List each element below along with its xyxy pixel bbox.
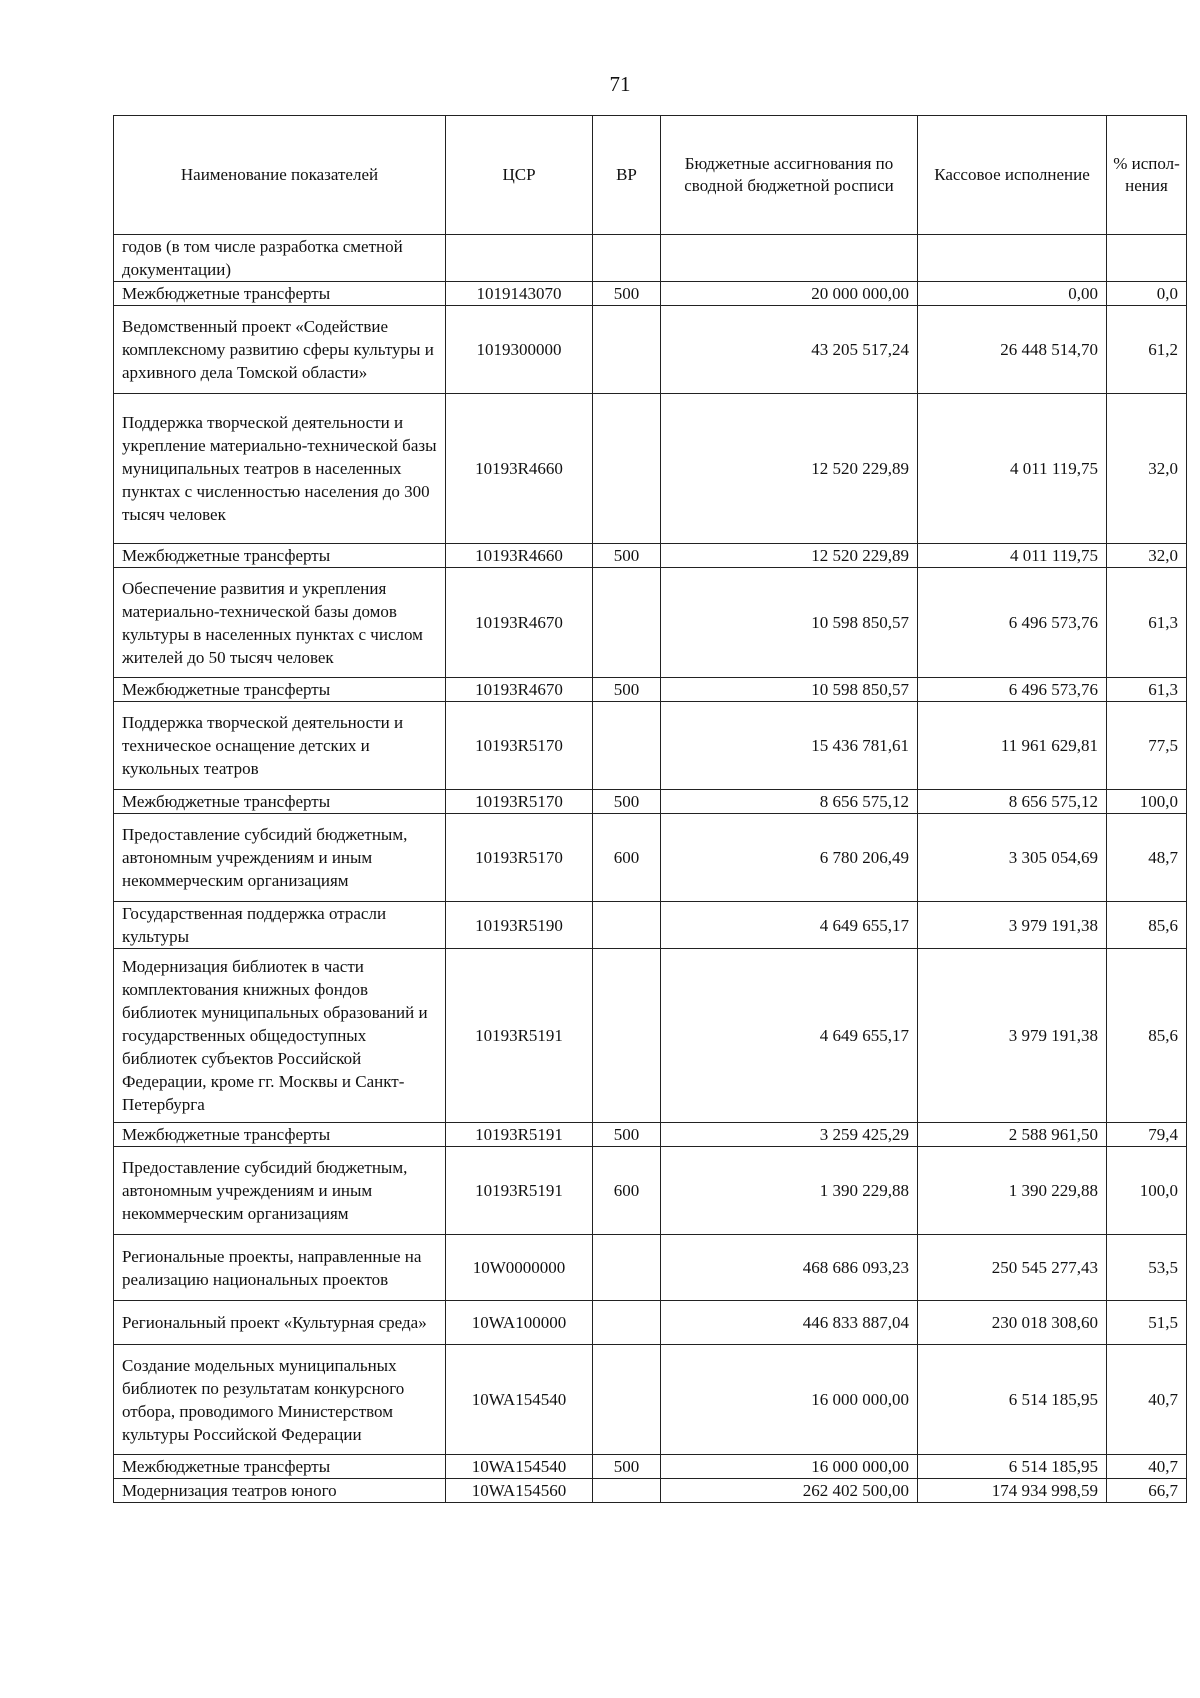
cell-csr: 10193R5191	[446, 1147, 593, 1235]
cell-execution-percent: 48,7	[1107, 814, 1187, 902]
cell-vr	[593, 394, 661, 544]
cell-csr: 10193R5170	[446, 814, 593, 902]
table-row	[114, 1123, 1187, 1147]
table-row	[114, 702, 1187, 790]
cell-budget-plan: 1 390 229,88	[661, 1147, 918, 1235]
cell-cash-execution: 3 305 054,69	[918, 814, 1107, 902]
cell-execution-percent: 53,5	[1107, 1235, 1187, 1301]
cell-vr	[593, 949, 661, 1123]
cell-budget-plan: 12 520 229,89	[661, 394, 918, 544]
cell-csr: 10WA100000	[446, 1301, 593, 1345]
cell-cash-execution: 6 514 185,95	[918, 1455, 1107, 1479]
table-row	[114, 949, 1187, 1123]
cell-vr	[593, 1345, 661, 1455]
cell-vr	[593, 235, 661, 282]
cell-vr	[593, 1301, 661, 1345]
cell-vr: 600	[593, 1147, 661, 1235]
table-row	[114, 814, 1187, 902]
table-row	[114, 678, 1187, 702]
cell-budget-plan: 10 598 850,57	[661, 678, 918, 702]
cell-budget-plan: 10 598 850,57	[661, 568, 918, 678]
cell-csr: 10WA154560	[446, 1479, 593, 1503]
cell-name: Предоставление субсидий бюджетным, автономным учреждениям и иным некоммерческим организациям	[114, 814, 446, 902]
cell-execution-percent: 61,2	[1107, 306, 1187, 394]
cell-vr: 500	[593, 282, 661, 306]
cell-name: Модернизация театров юного	[114, 1479, 446, 1503]
cell-csr: 10193R5191	[446, 949, 593, 1123]
cell-execution-percent: 51,5	[1107, 1301, 1187, 1345]
cell-execution-percent	[1107, 235, 1187, 282]
cell-name: Создание модельных муниципальных библиотек по результатам конкурсного отбора, проводимого Министерством культуры Российской Федерации	[114, 1345, 446, 1455]
cell-cash-execution: 6 496 573,76	[918, 678, 1107, 702]
cell-cash-execution: 1 390 229,88	[918, 1147, 1107, 1235]
cell-budget-plan: 4 649 655,17	[661, 902, 918, 949]
cell-csr: 10193R4670	[446, 678, 593, 702]
cell-csr: 1019300000	[446, 306, 593, 394]
cell-budget-plan: 446 833 887,04	[661, 1301, 918, 1345]
cell-budget-plan: 3 259 425,29	[661, 1123, 918, 1147]
cell-execution-percent: 85,6	[1107, 902, 1187, 949]
cell-execution-percent: 40,7	[1107, 1345, 1187, 1455]
table-row	[114, 1479, 1187, 1503]
cell-execution-percent: 32,0	[1107, 394, 1187, 544]
cell-budget-plan: 16 000 000,00	[661, 1455, 918, 1479]
table-row	[114, 568, 1187, 678]
cell-name: Межбюджетные трансферты	[114, 678, 446, 702]
header-vr: ВР	[593, 116, 661, 235]
table-row	[114, 1147, 1187, 1235]
cell-cash-execution: 11 961 629,81	[918, 702, 1107, 790]
cell-execution-percent: 32,0	[1107, 544, 1187, 568]
cell-cash-execution: 6 496 573,76	[918, 568, 1107, 678]
page-number: 71	[609, 72, 631, 96]
cell-name: Межбюджетные трансферты	[114, 1123, 446, 1147]
cell-csr: 10193R4660	[446, 394, 593, 544]
cell-cash-execution: 0,00	[918, 282, 1107, 306]
cell-cash-execution: 174 934 998,59	[918, 1479, 1107, 1503]
cell-budget-plan: 4 649 655,17	[661, 949, 918, 1123]
cell-csr: 10193R5191	[446, 1123, 593, 1147]
cell-csr: 10WA154540	[446, 1345, 593, 1455]
cell-name: Ведомственный проект «Содействие комплексному развитию сферы культуры и архивного дела Томской области»	[114, 306, 446, 394]
cell-csr: 10193R5190	[446, 902, 593, 949]
cell-csr: 10193R5170	[446, 702, 593, 790]
cell-vr: 500	[593, 790, 661, 814]
cell-cash-execution: 4 011 119,75	[918, 394, 1107, 544]
cell-execution-percent: 100,0	[1107, 790, 1187, 814]
cell-budget-plan: 8 656 575,12	[661, 790, 918, 814]
cell-name: Поддержка творческой деятельности и техническое оснащение детских и кукольных театров	[114, 702, 446, 790]
cell-cash-execution: 8 656 575,12	[918, 790, 1107, 814]
cell-budget-plan: 20 000 000,00	[661, 282, 918, 306]
cell-cash-execution: 2 588 961,50	[918, 1123, 1107, 1147]
cell-vr	[593, 1235, 661, 1301]
cell-cash-execution: 4 011 119,75	[918, 544, 1107, 568]
cell-name: Региональные проекты, направленные на реализацию национальных проектов	[114, 1235, 446, 1301]
cell-budget-plan: 262 402 500,00	[661, 1479, 918, 1503]
cell-budget-plan: 15 436 781,61	[661, 702, 918, 790]
cell-execution-percent: 79,4	[1107, 1123, 1187, 1147]
cell-execution-percent: 0,0	[1107, 282, 1187, 306]
cell-vr: 500	[593, 678, 661, 702]
cell-vr: 500	[593, 544, 661, 568]
cell-execution-percent: 100,0	[1107, 1147, 1187, 1235]
table-header-row	[114, 116, 1187, 235]
cell-csr: 10W0000000	[446, 1235, 593, 1301]
cell-name: Модернизация библиотек в части комплектования книжных фондов библиотек муниципальных образований и государственных общедоступных библиотек субъектов Российской Федерации, кроме гг. Москвы и Санкт-Петербурга	[114, 949, 446, 1123]
table-row	[114, 306, 1187, 394]
cell-cash-execution: 230 018 308,60	[918, 1301, 1107, 1345]
cell-name: Государственная поддержка отрасли культуры	[114, 902, 446, 949]
cell-execution-percent: 85,6	[1107, 949, 1187, 1123]
cell-cash-execution: 26 448 514,70	[918, 306, 1107, 394]
table-row	[114, 1235, 1187, 1301]
table-row	[114, 394, 1187, 544]
cell-budget-plan: 468 686 093,23	[661, 1235, 918, 1301]
cell-name: Региональный проект «Культурная среда»	[114, 1301, 446, 1345]
cell-budget-plan: 16 000 000,00	[661, 1345, 918, 1455]
cell-csr: 10WA154540	[446, 1455, 593, 1479]
cell-vr	[593, 1479, 661, 1503]
cell-vr: 500	[593, 1123, 661, 1147]
header-execution-percent: % испол-нения	[1107, 116, 1187, 235]
cell-name: Межбюджетные трансферты	[114, 544, 446, 568]
cell-csr: 10193R5170	[446, 790, 593, 814]
cell-budget-plan: 6 780 206,49	[661, 814, 918, 902]
table-row	[114, 544, 1187, 568]
cell-vr	[593, 702, 661, 790]
cell-csr	[446, 235, 593, 282]
table-row	[114, 235, 1187, 282]
table-row	[114, 1345, 1187, 1455]
table-row	[114, 1455, 1187, 1479]
header-cash-execution: Кассовое исполнение	[918, 116, 1107, 235]
cell-name: Межбюджетные трансферты	[114, 790, 446, 814]
cell-budget-plan: 43 205 517,24	[661, 306, 918, 394]
cell-name: Обеспечение развития и укрепления материально-технической базы домов культуры в населенных пунктах с числом жителей до 50 тысяч человек	[114, 568, 446, 678]
header-csr: ЦСР	[446, 116, 593, 235]
cell-vr: 600	[593, 814, 661, 902]
cell-cash-execution: 3 979 191,38	[918, 902, 1107, 949]
cell-csr: 1019143070	[446, 282, 593, 306]
cell-budget-plan: 12 520 229,89	[661, 544, 918, 568]
table-row	[114, 790, 1187, 814]
cell-cash-execution	[918, 235, 1107, 282]
cell-execution-percent: 77,5	[1107, 702, 1187, 790]
cell-cash-execution: 250 545 277,43	[918, 1235, 1107, 1301]
table-row	[114, 902, 1187, 949]
cell-csr: 10193R4660	[446, 544, 593, 568]
cell-vr	[593, 568, 661, 678]
table-row	[114, 282, 1187, 306]
header-budget-plan: Бюджетные ассигнования по сводной бюджетной росписи	[661, 116, 918, 235]
cell-execution-percent: 66,7	[1107, 1479, 1187, 1503]
cell-name: Межбюджетные трансферты	[114, 282, 446, 306]
cell-vr	[593, 306, 661, 394]
budget-execution-table	[113, 115, 1187, 1503]
cell-execution-percent: 61,3	[1107, 678, 1187, 702]
cell-execution-percent: 40,7	[1107, 1455, 1187, 1479]
cell-cash-execution: 6 514 185,95	[918, 1345, 1107, 1455]
cell-execution-percent: 61,3	[1107, 568, 1187, 678]
table-row	[114, 1301, 1187, 1345]
header-name: Наименование показателей	[114, 116, 446, 235]
cell-name: Межбюджетные трансферты	[114, 1455, 446, 1479]
cell-name: годов (в том числе разработка сметной документации)	[114, 235, 446, 282]
cell-vr	[593, 902, 661, 949]
cell-csr: 10193R4670	[446, 568, 593, 678]
cell-cash-execution: 3 979 191,38	[918, 949, 1107, 1123]
cell-vr: 500	[593, 1455, 661, 1479]
cell-name: Предоставление субсидий бюджетным, автономным учреждениям и иным некоммерческим организациям	[114, 1147, 446, 1235]
cell-name: Поддержка творческой деятельности и укрепление материально-технической базы муниципальных театров в населенных пунктах с численностью населения до 300 тысяч человек	[114, 394, 446, 544]
cell-budget-plan	[661, 235, 918, 282]
